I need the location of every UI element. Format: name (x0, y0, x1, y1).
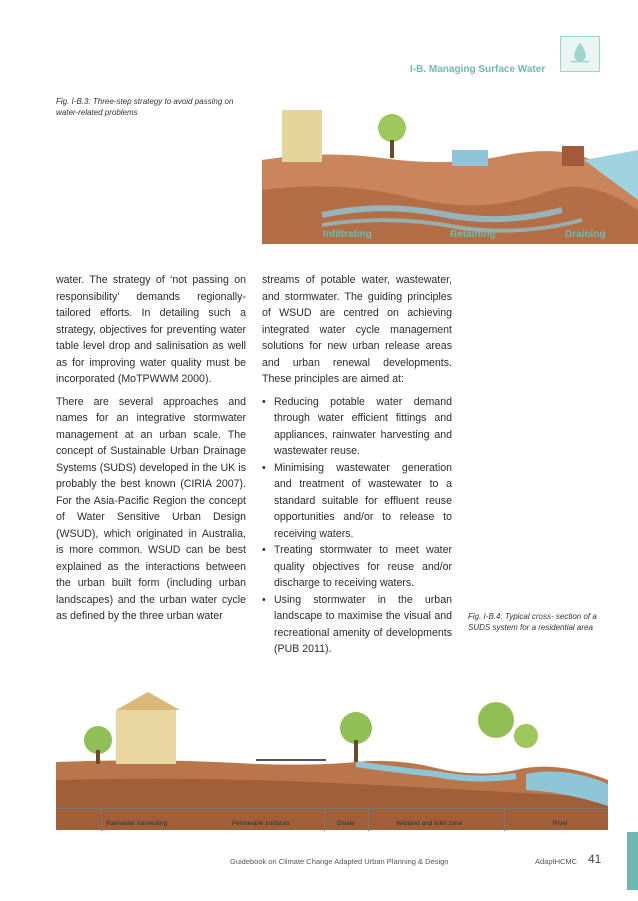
water-drop-icon (560, 36, 600, 72)
label-infiltrating: Infiltrating (323, 229, 372, 240)
label-river: River (553, 820, 569, 827)
label-swale: Swale (337, 820, 355, 827)
principles-list (262, 394, 452, 658)
figure-caption-top: Fig. I-B.3: Three-step strategy to avoid passing on water-related problems (56, 97, 234, 117)
label-rainwater-harvesting: Rainwater harvesting (106, 820, 168, 827)
list-item: • Minimising wastewater generation and treatment of wastewater to a standard suitable for effluent reuse opportunities and/or to release to receiving waters. (262, 460, 452, 543)
label-draining: Draining (565, 229, 606, 240)
paragraph: streams of potable water, wastewater, and stormwater. The guiding principles of WSUD are centred on achieving integrated water cycle management solutions for new urban release areas and urban renewal developments. These principles are aimed at: (262, 274, 452, 385)
list-item: • Using stormwater in the urban landscape to maximise the visual and recreational amenity of developments (PUB 2011). (262, 592, 452, 658)
footer-guidebook-title: Guidebook on Climate Change Adapted Urban Planning & Design (230, 857, 449, 866)
three-step-strategy-illustration (262, 90, 638, 244)
list-item: • Reducing potable water demand through water efficient fittings and appliances, rainwater harvesting and wastewater reuse. (262, 394, 452, 460)
label-retaining: Retaining (450, 229, 496, 240)
text-column-right (262, 272, 452, 658)
paragraph: There are several approaches and names for an integrative stormwater management at an urban scale. The concept of Sustainable Urban Drainage Systems (SUDS) developed in the UK is probably the best known (CIRIA 2007). For the Asia-Pacific Region the concept of Water Sensitive Urban Design (WSUD), which originated in Australia, is more common. WSUD can be best explained as the interactions between the urban built form (including urban landscapes) and the urban water cycle as defined by the three urban water (56, 395, 246, 622)
paragraph: water. The strategy of ‘not passing on responsibility’ demands regionally-tailored efforts. In detailing such a strategy, objectives for preventing water table level drop and salinisation as well as for improving water quality must be incorporated (MoTPWWM 2000). (56, 274, 246, 385)
section-title: I-B. Managing Surface Water (410, 64, 546, 75)
list-item: • Treating stormwater to meet water quality objectives for reuse and/or discharge to receiving waters. (262, 542, 452, 592)
figure-caption-bottom: Fig. I-B.4: Typical cross- section of a SUDS system for a residential area (468, 612, 597, 632)
cross-section-labels (56, 808, 608, 830)
footer-brand: AdaptHCMC (535, 857, 578, 866)
side-tab (627, 832, 638, 890)
text-column-left (56, 272, 246, 631)
label-permeable-surfaces: Permeable surfaces (232, 820, 290, 827)
page-number: 41 (588, 852, 602, 866)
label-wetland-inlet-zone: Wetland and Inlet zone (396, 820, 463, 827)
